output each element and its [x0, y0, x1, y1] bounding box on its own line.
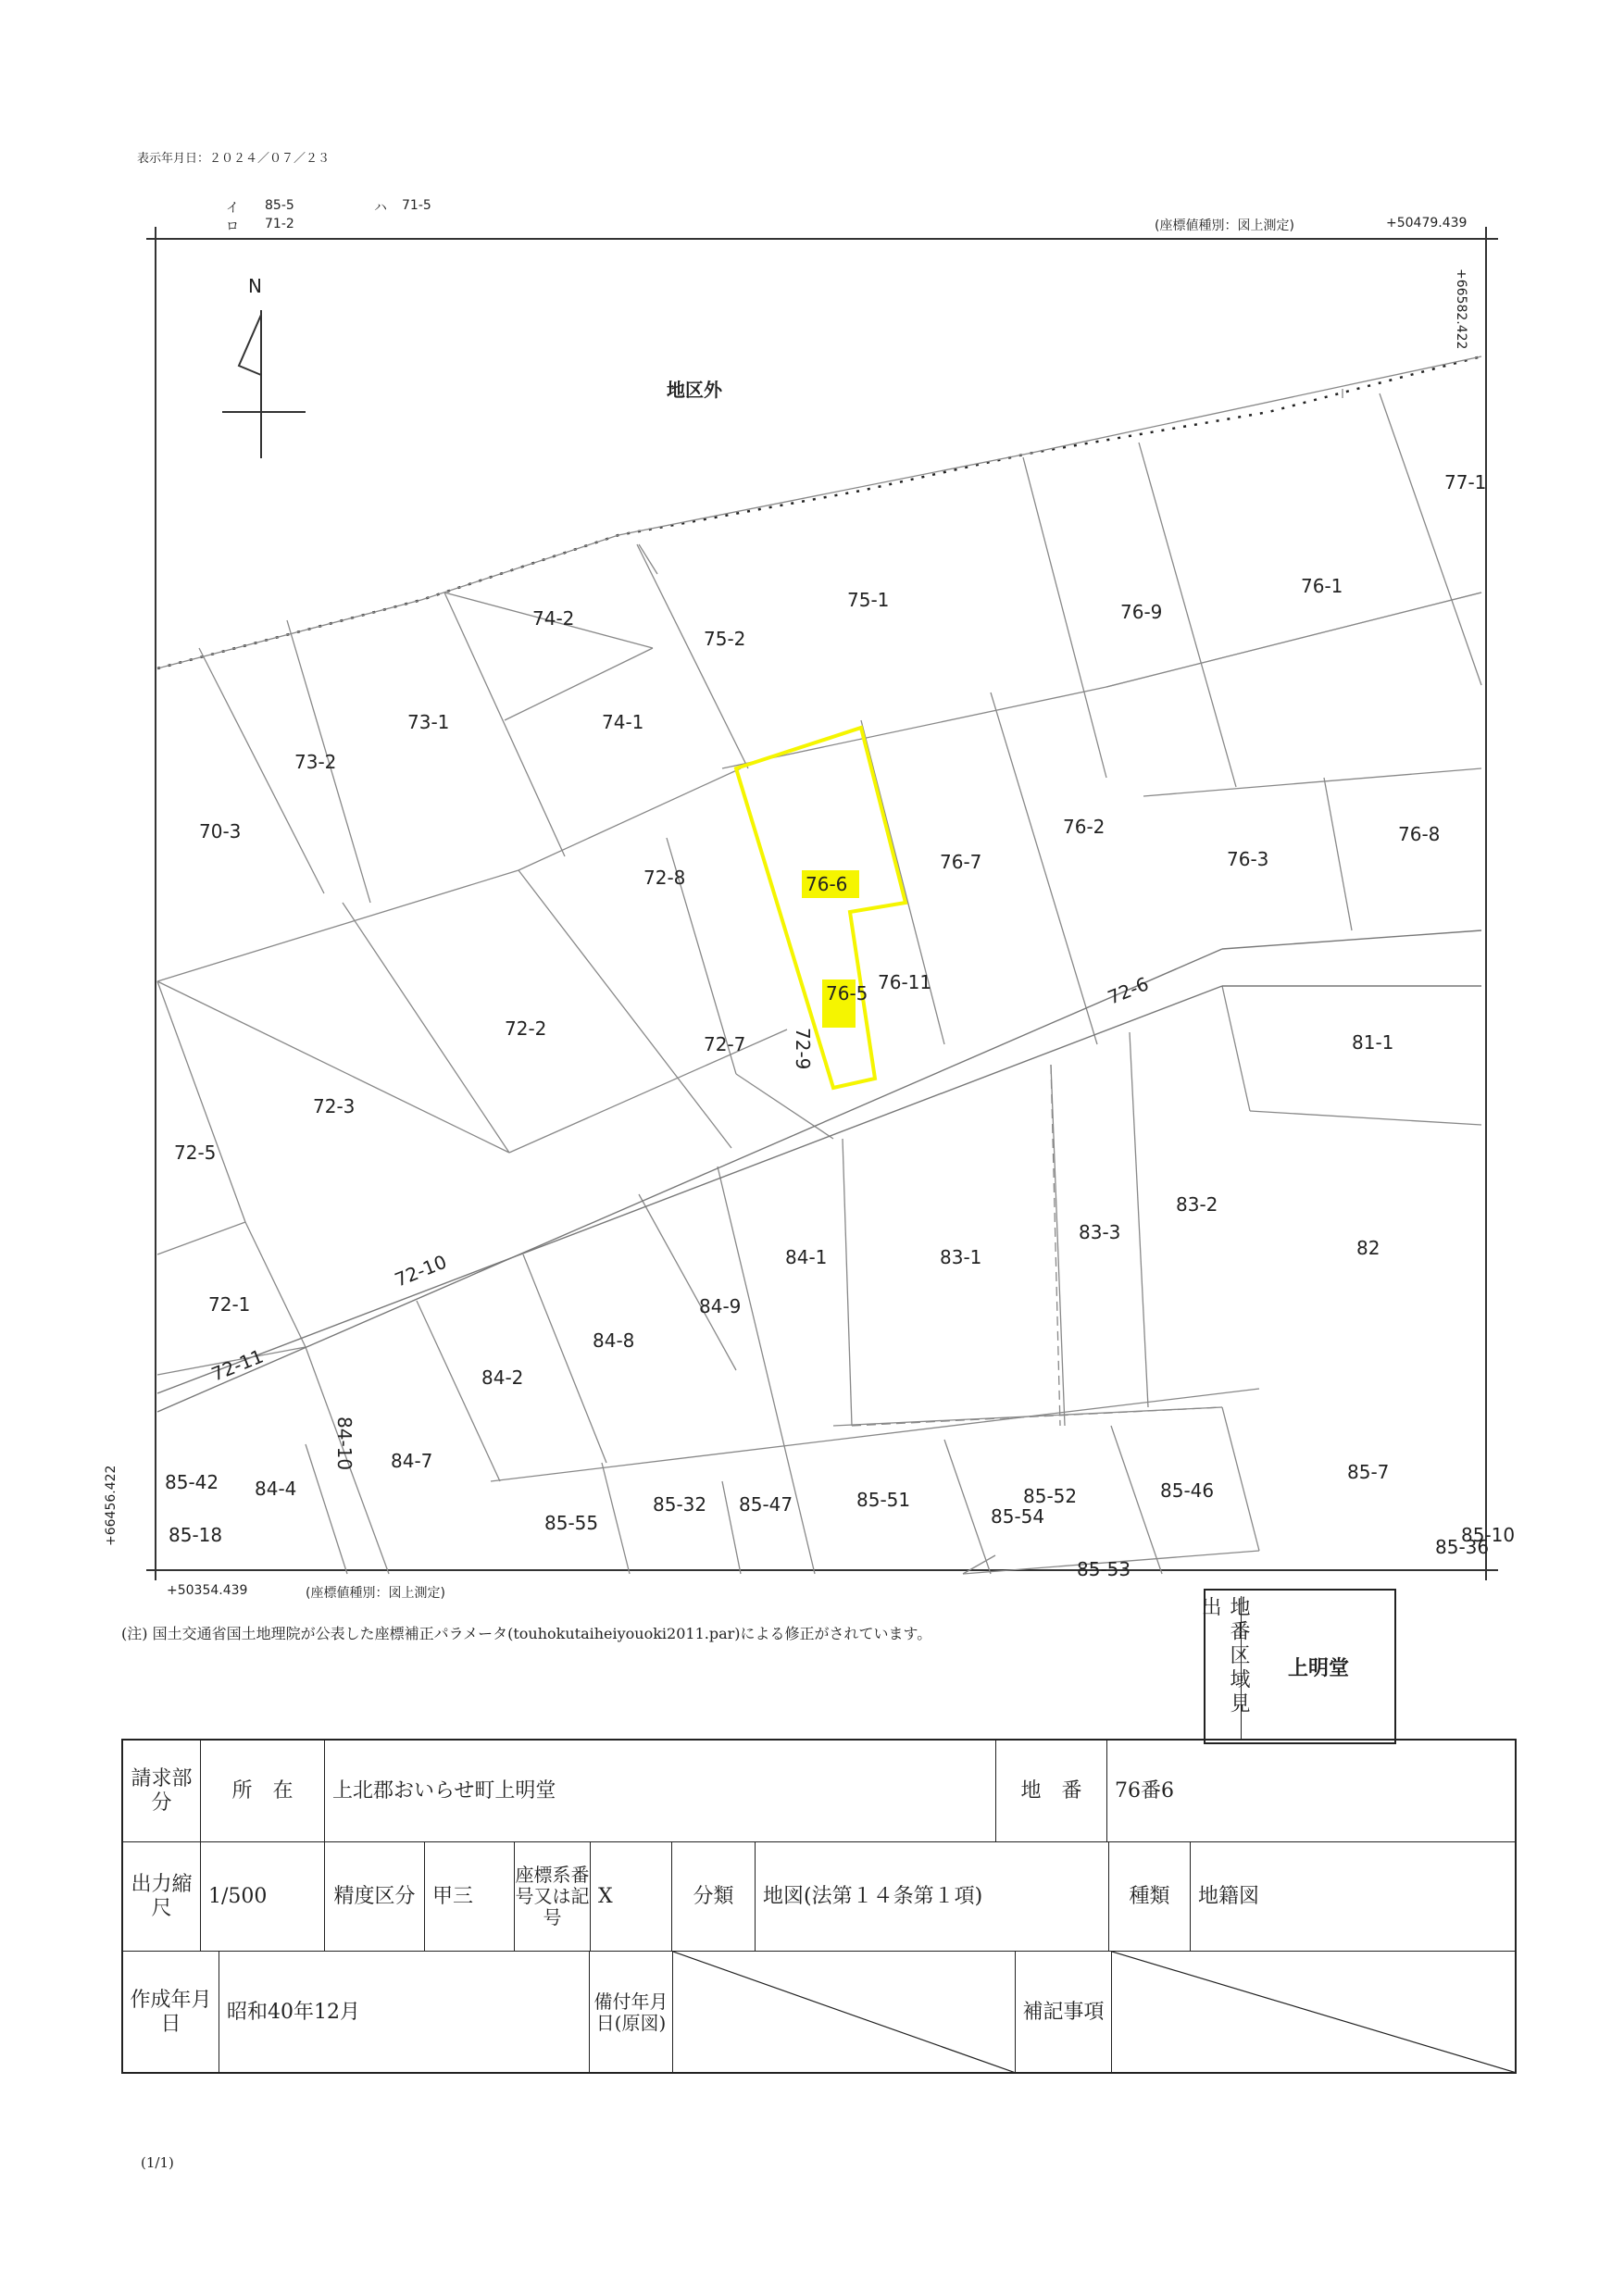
parcel-label-84-1: 84-1: [785, 1246, 828, 1268]
created-label: 作成年月日: [123, 1952, 219, 2073]
lot-value: 76番6: [1107, 1741, 1517, 1842]
parcel-label-77-1: 77-1: [1444, 471, 1487, 493]
parcel-label-76-11: 76-11: [878, 971, 932, 993]
coord-type-bottom: (座標値種別：図上測定): [306, 1586, 445, 1601]
remarks-label: 備付年月日(原図): [590, 1952, 673, 2073]
parcel-label-73-2: 73-2: [294, 751, 337, 773]
parcel-label-72-8: 72-8: [643, 867, 686, 889]
coord-type-top: (座標値種別：図上測定): [1155, 218, 1294, 233]
parcel-label-76-8: 76-8: [1398, 823, 1441, 845]
outside-district-label: 地区外: [667, 379, 722, 401]
coord-bottom-left-y: +66456.422: [104, 1465, 119, 1546]
district-box-label: 地番区域見出: [1207, 1596, 1242, 1740]
parcel-label-85-53: 85-53: [1077, 1558, 1131, 1580]
accuracy-label: 精度区分: [325, 1842, 425, 1952]
dashed-lot-lines: [852, 1065, 1222, 1426]
parcel-label-84-4: 84-4: [255, 1478, 297, 1500]
scale-label: 出力縮尺: [123, 1842, 201, 1952]
parcel-label-85-51: 85-51: [856, 1489, 911, 1511]
location-value: 上北郡おいらせ町上明堂: [325, 1741, 996, 1842]
ref-i-value: 85-5: [265, 198, 294, 213]
supplement-strike-line: [1112, 1952, 1517, 2073]
parcel-label-72-1: 72-1: [208, 1293, 251, 1316]
parcel-label-76-5: 76-5: [826, 982, 868, 1004]
parcel-label-85-42: 85-42: [165, 1471, 219, 1493]
page-number: (1/1): [141, 2154, 174, 2171]
parcel-label-76-7: 76-7: [940, 851, 982, 873]
parcel-label-84-8: 84-8: [593, 1329, 635, 1352]
parcel-label-70-3: 70-3: [199, 820, 242, 842]
map-frame: [146, 227, 1498, 1580]
category-label: 分類: [672, 1842, 756, 1952]
ref-ro-value: 71-2: [265, 217, 294, 231]
type-label: 種類: [1109, 1842, 1191, 1952]
parcel-label-76-1: 76-1: [1301, 575, 1343, 597]
parcel-lines: [157, 356, 1481, 1574]
parcel-label-85-55: 85-55: [544, 1512, 599, 1534]
parcel-label-75-2: 75-2: [704, 628, 746, 650]
location-label: 所 在: [201, 1741, 325, 1842]
parcel-label-81-1: 81-1: [1352, 1031, 1394, 1054]
parcel-label-85-52: 85-52: [1023, 1485, 1078, 1507]
parcel-label-74-1: 74-1: [602, 711, 644, 733]
parcel-label-82: 82: [1356, 1237, 1380, 1259]
parcel-label-85-7: 85-7: [1347, 1461, 1390, 1483]
display-date: 表示年月日：２０２４／０７／２３: [137, 152, 331, 166]
coord-top-right-x: +50479.439: [1386, 216, 1468, 231]
parcel-label-72-5: 72-5: [174, 1142, 217, 1164]
highlighted-parcel-outline: [736, 728, 906, 1088]
north-label: N: [248, 275, 262, 297]
parcel-label-72-7: 72-7: [704, 1033, 746, 1055]
lot-label: 地 番: [996, 1741, 1107, 1842]
ref-i-key: イ: [226, 201, 239, 216]
parcel-label-84-9: 84-9: [699, 1295, 742, 1317]
parcel-label-85-10: 85-10: [1461, 1524, 1516, 1546]
road-label-72-6: 72-6: [1104, 972, 1152, 1009]
parcel-label-85-46: 85-46: [1160, 1479, 1215, 1502]
ref-ha-key: ハ: [374, 201, 387, 216]
ref-ha-value: 71-5: [402, 198, 431, 213]
district-box: [1198, 1589, 1396, 1744]
supplement-label: 補記事項: [1016, 1952, 1112, 2073]
scale-value: 1/500: [201, 1842, 325, 1952]
coord-bottom-left-x: +50354.439: [167, 1583, 248, 1598]
parcel-label-85-18: 85-18: [169, 1524, 223, 1546]
parcel-label-83-3: 83-3: [1079, 1221, 1121, 1243]
parcel-label-85-36: 85-36: [1435, 1536, 1490, 1558]
road: [157, 930, 1481, 1412]
parcel-label-76-6: 76-6: [806, 873, 848, 895]
district-box-name: 上明堂: [1287, 1656, 1349, 1680]
parcel-label-83-2: 83-2: [1176, 1193, 1218, 1216]
road-label-72-9: 72-9: [792, 1028, 814, 1070]
category-value: 地図(法第１４条第１項): [756, 1842, 1109, 1952]
parcel-label-83-1: 83-1: [940, 1246, 982, 1268]
parcel-label-72-2: 72-2: [505, 1017, 547, 1040]
parcel-label-76-2: 76-2: [1063, 816, 1106, 838]
ref-ro-key: ロ: [226, 219, 239, 234]
supplement-value-empty: [1112, 1952, 1517, 2073]
remarks-strike-line: [673, 1952, 1016, 2073]
parcel-label-75-1: 75-1: [847, 589, 890, 611]
coord-top-right-y: +66582.422: [1454, 268, 1468, 350]
parcel-label-84-7: 84-7: [391, 1450, 433, 1472]
request-label: 請求部分: [123, 1741, 201, 1842]
parcel-label-73-1: 73-1: [407, 711, 450, 733]
lot-info-table: [121, 1739, 1517, 2074]
parcel-label-85-32: 85-32: [653, 1493, 707, 1516]
coord-system-label: 座標系番号又は記号: [515, 1842, 591, 1952]
north-arrow-icon: [222, 310, 306, 458]
road-label-72-10: 72-10: [391, 1250, 450, 1292]
coord-system-value: X: [591, 1842, 672, 1952]
district-boundary: [157, 356, 1481, 668]
parcel-label-85-54: 85-54: [991, 1505, 1045, 1528]
road-label-72-11: 72-11: [207, 1344, 267, 1386]
parcel-label-84-2: 84-2: [481, 1366, 524, 1389]
parcel-label-74-2: 74-2: [532, 607, 575, 630]
parcel-label-76-3: 76-3: [1227, 848, 1269, 870]
parcel-label-85-47: 85-47: [739, 1493, 793, 1516]
accuracy-value: 甲三: [425, 1842, 515, 1952]
parcel-label-72-3: 72-3: [313, 1095, 356, 1117]
created-value: 昭和40年12月: [219, 1952, 590, 2073]
parcel-label-84-10: 84-10: [333, 1416, 356, 1471]
type-value: 地籍図: [1191, 1842, 1517, 1952]
parcel-label-76-9: 76-9: [1120, 601, 1163, 623]
coordinate-note: (注) 国土交通省国土地理院が公表した座標補正パラメータ(touhokutaiheiyouoki2011.par)による修正がされています。: [121, 1625, 932, 1642]
remarks-value-empty: [673, 1952, 1016, 2073]
